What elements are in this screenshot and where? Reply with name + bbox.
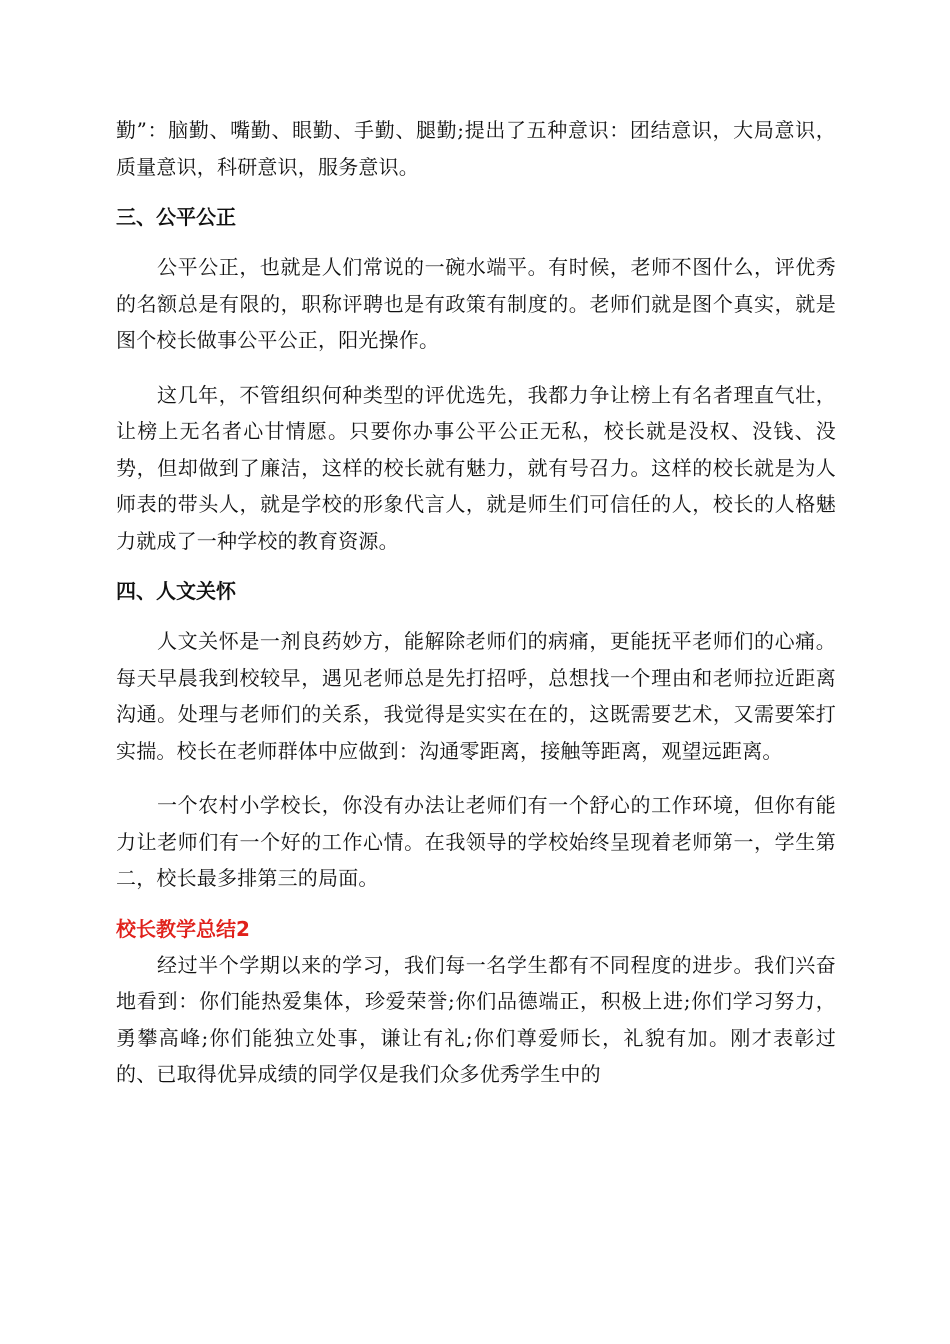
paragraph-summary-2-intro: 经过半个学期以来的学习，我们每一名学生都有不同程度的进步。我们兴奋地看到：你们能热爱集体，珍爱荣誉;你们品德端正，积极上进;你们学习努力，勇攀高峰;你们能独立处事，谦让有礼;你们尊爱师长，礼貌有加。刚才表彰过的、已取得优异成绩的同学仅是我们众多优秀学生中的 (116, 952, 836, 1086)
paragraph-fairness-2: 这几年，不管组织何种类型的评优选先，我都力争让榜上有名者理直气壮，让榜上无名者心甘情愿。只要你办事公平公正无私，校长就是没权、没钱、没势，但却做到了廉洁，这样的校长就有魅力，就有号召力。这样的校长就是为人师表的带头人，就是学校的形象代言人，就是师生们可信任的人，校长的人格魅力就成了一种学校的教育资源。 (116, 382, 836, 553)
paragraph-care-2: 一个农村小学校长，你没有办法让老师们有一个舒心的工作环境，但你有能力让老师们有一个好的工作心情。在我领导的学校始终呈现着老师第一，学生第二，校长最多排第三的局面。 (116, 793, 836, 890)
paragraph-care-1: 人文关怀是一剂良药妙方，能解除老师们的病痛，更能抚平老师们的心痛。每天早晨我到校较早，遇见老师总是先打招呼，总想找一个理由和老师拉近距离沟通。处理与老师们的关系，我觉得是实实在在的，这既需要艺术，又需要笨打实揣。校长在老师群体中应做到：沟通零距离，接触等距离，观望远距离。 (116, 629, 836, 763)
document-page (116, 112, 836, 1093)
paragraph-continuation: 勤”：脑勤、嘴勤、眼勤、手勤、腿勤;提出了五种意识：团结意识，大局意识，质量意识，科研意识，服务意识。 (116, 118, 836, 179)
paragraph-fairness-1: 公平公正，也就是人们常说的一碗水端平。有时候，老师不图什么，评优秀的名额总是有限的，职称评聘也是有政策有制度的。老师们就是图个真实，就是图个校长做事公平公正，阳光操作。 (116, 255, 836, 352)
section-heading-fairness: 三、公平公正 (116, 205, 236, 229)
section-heading-humanistic-care: 四、人文关怀 (116, 579, 236, 603)
section-title-summary-2: 校长教学总结2 (116, 916, 250, 941)
